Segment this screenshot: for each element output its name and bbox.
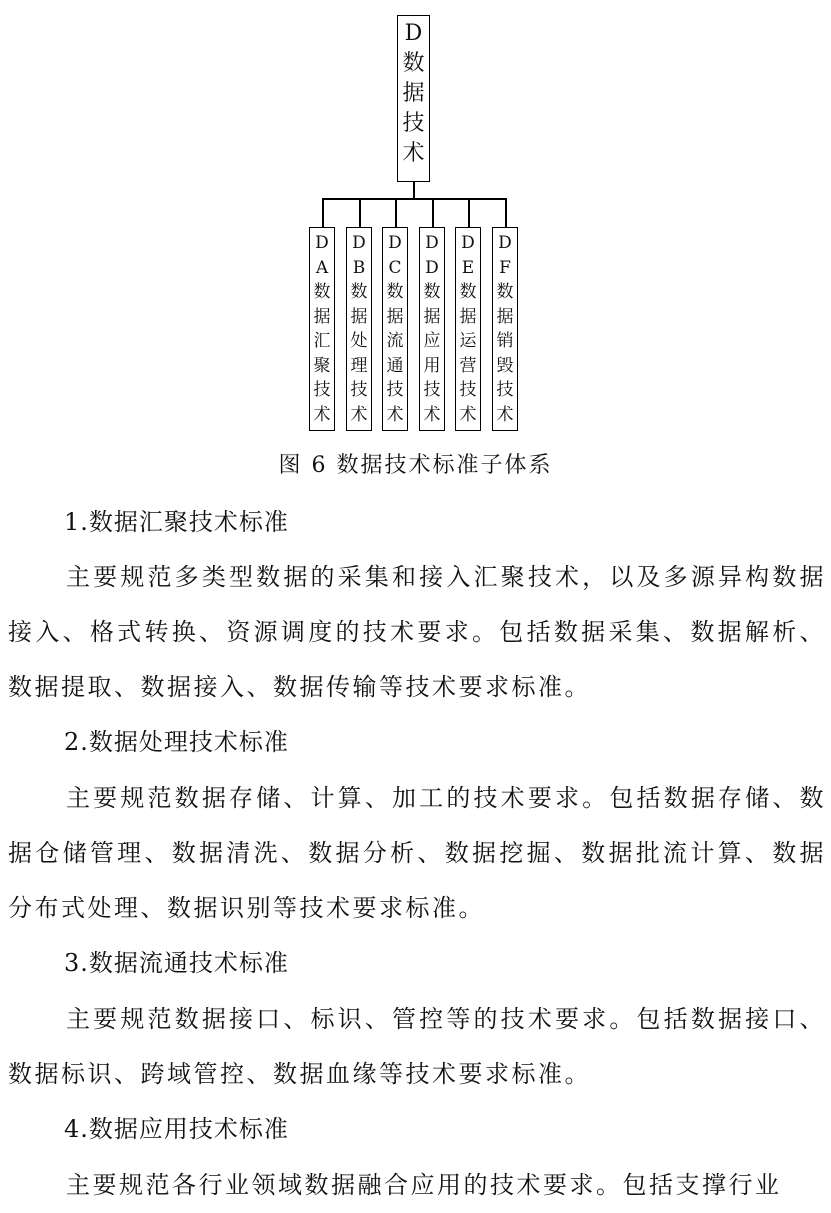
section-body-3: 主要规范数据接口、标识、管控等的技术要求。包括数据接口、数据标识、跨域管控、数据血缘等技术要求标准。 — [8, 1005, 826, 1088]
node-char: D — [315, 233, 329, 253]
node-char: D — [388, 233, 402, 253]
node-char: B — [352, 257, 366, 278]
node-char: 理 — [350, 355, 368, 376]
section-heading-3: 3.数据流通技术标准 — [64, 949, 289, 977]
node-char: 数 — [459, 282, 477, 302]
child-node-db — [346, 227, 372, 431]
node-char: 数 — [496, 282, 514, 302]
section-heading-2: 2.数据处理技术标准 — [64, 728, 289, 756]
node-char: 据 — [350, 306, 368, 327]
child-node-dd — [419, 227, 445, 431]
connector-drop — [359, 198, 361, 227]
figure-caption: 图 6 数据技术标准子体系 — [278, 453, 553, 478]
node-char: 通 — [386, 355, 404, 376]
child-node-de — [455, 227, 481, 431]
node-char: F — [499, 257, 511, 278]
section-heading-1: 1.数据汇聚技术标准 — [64, 508, 289, 536]
connector-horizontal — [322, 198, 506, 200]
node-char: 技 — [350, 380, 368, 400]
node-char: 据 — [423, 306, 441, 327]
connector-drop — [505, 198, 507, 227]
root-char: 术 — [402, 141, 425, 166]
node-char: 数 — [423, 282, 441, 302]
root-node-box — [397, 15, 430, 182]
node-char: 技 — [313, 380, 331, 400]
root-char: 据 — [402, 81, 425, 106]
node-char: 据 — [313, 306, 331, 327]
node-char: 术 — [313, 404, 331, 425]
root-char: 数 — [402, 51, 425, 76]
node-char: 术 — [350, 404, 368, 425]
child-node-dc — [382, 227, 408, 431]
node-char: 术 — [459, 404, 477, 425]
section-body-2: 主要规范数据存储、计算、加工的技术要求。包括数据存储、数据仓储管理、数据清洗、数据分析、数据挖掘、数据批流计算、数据分布式处理、数据识别等技术要求标准。 — [8, 784, 826, 922]
root-char: 技 — [402, 111, 425, 136]
child-node-da — [309, 227, 335, 431]
node-char: 营 — [459, 355, 477, 376]
node-char: A — [315, 257, 329, 278]
node-char: 据 — [496, 306, 514, 327]
section-body-1: 主要规范多类型数据的采集和接入汇聚技术，以及多源异构数据接入、格式转换、资源调度的技术要求。包括数据采集、数据解析、数据提取、数据接入、数据传输等技术要求标准。 — [8, 563, 826, 701]
node-char: 数 — [386, 282, 404, 302]
section-body-4: 主要规范各行业领域数据融合应用的技术要求。包括支撑行业 — [66, 1171, 782, 1199]
connector-drop — [322, 198, 324, 227]
node-char: 术 — [423, 404, 441, 425]
node-char: D — [461, 233, 475, 253]
root-char: D — [404, 21, 423, 46]
node-char: E — [461, 257, 475, 278]
node-char: 据 — [459, 306, 477, 327]
node-char: 数 — [313, 282, 331, 302]
node-char: 术 — [496, 404, 514, 425]
node-char: D — [425, 233, 439, 253]
node-char: 处 — [350, 331, 368, 351]
node-char: 应 — [423, 331, 441, 351]
connector-drop — [395, 198, 397, 227]
node-char: C — [388, 257, 402, 278]
node-char: 术 — [386, 404, 404, 425]
node-char: 毁 — [496, 355, 514, 376]
node-char: 技 — [496, 380, 514, 400]
child-node-df — [492, 227, 518, 431]
node-char: 流 — [386, 331, 404, 351]
connector-vertical-root — [413, 182, 415, 199]
node-char: 技 — [423, 380, 441, 400]
node-char: 数 — [350, 282, 368, 302]
node-char: D — [352, 233, 366, 253]
connector-drop — [468, 198, 470, 227]
node-char: 汇 — [313, 331, 331, 351]
node-char: 技 — [386, 380, 404, 400]
node-char: D — [425, 257, 439, 278]
node-char: D — [498, 233, 512, 253]
node-char: 销 — [496, 331, 514, 351]
connector-drop — [432, 198, 434, 227]
node-char: 聚 — [313, 355, 331, 376]
node-char: 运 — [459, 331, 477, 351]
node-char: 技 — [459, 380, 477, 400]
node-char: 用 — [423, 355, 441, 376]
section-heading-4: 4.数据应用技术标准 — [64, 1115, 289, 1143]
node-char: 据 — [386, 306, 404, 327]
